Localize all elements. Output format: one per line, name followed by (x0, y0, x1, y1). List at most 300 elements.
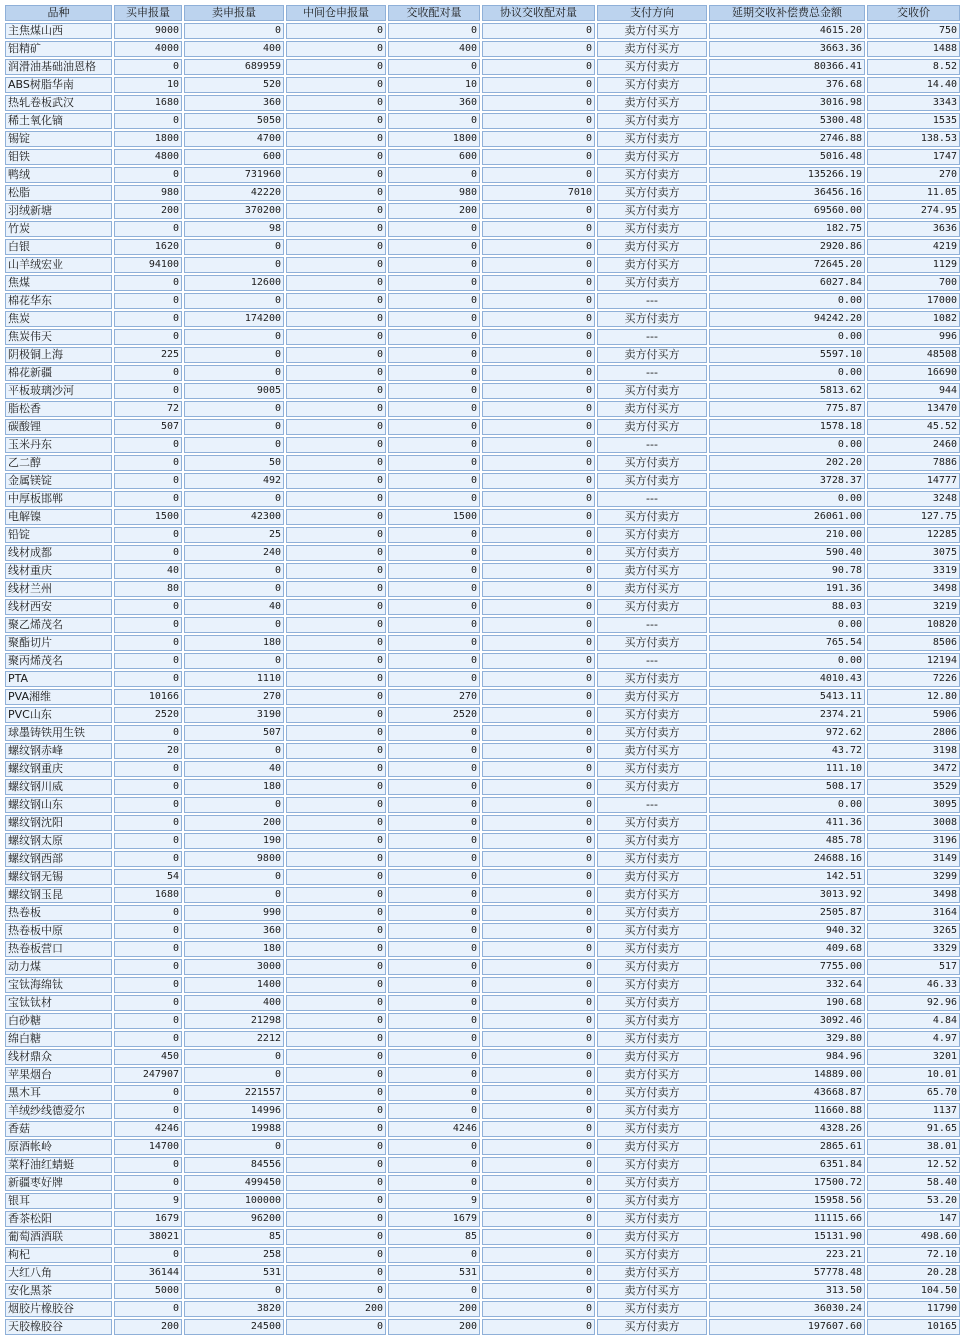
cell-compensation-total: 14889.00 (709, 1067, 865, 1083)
cell-buy-declared: 54 (114, 869, 182, 885)
cell-buy-declared: 1680 (114, 887, 182, 903)
cell-compensation-total: 332.64 (709, 977, 865, 993)
cell-sell-declared: 190 (184, 833, 284, 849)
cell-buy-declared: 9000 (114, 23, 182, 39)
cell-variety: 羽绒新塘 (5, 203, 112, 219)
cell-compensation-total: 43668.87 (709, 1085, 865, 1101)
cell-variety: 金属镁锭 (5, 473, 112, 489)
cell-sell-declared: 0 (184, 581, 284, 597)
cell-compensation-total: 24688.16 (709, 851, 865, 867)
cell-compensation-total: 411.36 (709, 815, 865, 831)
cell-agreement-matched-qty: 0 (482, 401, 595, 417)
cell-variety: 聚乙烯茂名 (5, 617, 112, 633)
cell-compensation-total: 376.68 (709, 77, 865, 93)
cell-agreement-matched-qty: 0 (482, 1121, 595, 1137)
table-row (5, 59, 960, 75)
cell-payment-direction: 买方付卖方 (597, 383, 707, 399)
cell-matched-qty: 0 (388, 491, 480, 507)
cell-agreement-matched-qty: 0 (482, 1229, 595, 1245)
cell-variety: 螺纹钢赤峰 (5, 743, 112, 759)
cell-intermediate-declared: 0 (286, 851, 386, 867)
cell-matched-qty: 0 (388, 1103, 480, 1119)
cell-variety: 平板玻璃沙河 (5, 383, 112, 399)
cell-agreement-matched-qty: 0 (482, 1175, 595, 1191)
cell-sell-declared: 0 (184, 869, 284, 885)
cell-buy-declared: 0 (114, 113, 182, 129)
cell-intermediate-declared: 0 (286, 491, 386, 507)
cell-buy-declared: 1680 (114, 95, 182, 111)
cell-matched-qty: 0 (388, 1013, 480, 1029)
cell-payment-direction: 卖方付买方 (597, 887, 707, 903)
cell-matched-qty: 200 (388, 203, 480, 219)
cell-delivery-price: 3319 (867, 563, 960, 579)
cell-payment-direction: 买方付卖方 (597, 977, 707, 993)
cell-compensation-total: 43.72 (709, 743, 865, 759)
cell-matched-qty: 0 (388, 383, 480, 399)
cell-matched-qty: 980 (388, 185, 480, 201)
cell-buy-declared: 0 (114, 545, 182, 561)
cell-delivery-price: 1747 (867, 149, 960, 165)
cell-buy-declared: 0 (114, 1301, 182, 1317)
cell-agreement-matched-qty: 0 (482, 1265, 595, 1281)
cell-sell-declared: 174200 (184, 311, 284, 327)
cell-agreement-matched-qty: 0 (482, 581, 595, 597)
cell-matched-qty: 0 (388, 635, 480, 651)
cell-sell-declared: 14996 (184, 1103, 284, 1119)
cell-sell-declared: 0 (184, 293, 284, 309)
cell-sell-declared: 0 (184, 887, 284, 903)
cell-variety: 电解镍 (5, 509, 112, 525)
cell-sell-declared: 40 (184, 761, 284, 777)
cell-payment-direction: 买方付卖方 (597, 1211, 707, 1227)
table-row (5, 995, 960, 1011)
cell-agreement-matched-qty: 0 (482, 293, 595, 309)
header-intermediate-declared: 中间仓申报量 (286, 5, 386, 21)
table-row (5, 509, 960, 525)
cell-delivery-price: 91.65 (867, 1121, 960, 1137)
cell-delivery-price: 14.40 (867, 77, 960, 93)
cell-delivery-price: 4219 (867, 239, 960, 255)
cell-compensation-total: 94242.20 (709, 311, 865, 327)
cell-payment-direction: 买方付卖方 (597, 1193, 707, 1209)
cell-matched-qty: 0 (388, 239, 480, 255)
table-row (5, 347, 960, 363)
table-row (5, 473, 960, 489)
cell-matched-qty: 0 (388, 347, 480, 363)
cell-intermediate-declared: 0 (286, 221, 386, 237)
cell-variety: 菜籽油红蜻蜓 (5, 1157, 112, 1173)
cell-variety: 线材重庆 (5, 563, 112, 579)
cell-payment-direction: 买方付卖方 (597, 77, 707, 93)
cell-buy-declared: 0 (114, 653, 182, 669)
cell-buy-declared: 0 (114, 761, 182, 777)
cell-delivery-price: 12194 (867, 653, 960, 669)
cell-agreement-matched-qty: 0 (482, 59, 595, 75)
table-row (5, 1229, 960, 1245)
cell-sell-declared: 258 (184, 1247, 284, 1263)
cell-agreement-matched-qty: 7010 (482, 185, 595, 201)
cell-buy-declared: 0 (114, 959, 182, 975)
cell-delivery-price: 12.52 (867, 1157, 960, 1173)
cell-delivery-price: 147 (867, 1211, 960, 1227)
cell-variety: 铅锭 (5, 527, 112, 543)
cell-buy-declared: 0 (114, 1175, 182, 1191)
table-row (5, 635, 960, 651)
cell-intermediate-declared: 0 (286, 869, 386, 885)
cell-agreement-matched-qty: 0 (482, 1157, 595, 1173)
cell-sell-declared: 21298 (184, 1013, 284, 1029)
cell-intermediate-declared: 0 (286, 1175, 386, 1191)
cell-variety: 黑木耳 (5, 1085, 112, 1101)
cell-intermediate-declared: 0 (286, 815, 386, 831)
cell-matched-qty: 0 (388, 815, 480, 831)
cell-sell-declared: 0 (184, 329, 284, 345)
cell-delivery-price: 16690 (867, 365, 960, 381)
cell-delivery-price: 38.01 (867, 1139, 960, 1155)
cell-compensation-total: 7755.00 (709, 959, 865, 975)
cell-intermediate-declared: 0 (286, 275, 386, 291)
cell-delivery-price: 92.96 (867, 995, 960, 1011)
cell-intermediate-declared: 0 (286, 833, 386, 849)
cell-agreement-matched-qty: 0 (482, 437, 595, 453)
table-row (5, 743, 960, 759)
table-row (5, 1193, 960, 1209)
cell-payment-direction: 买方付卖方 (597, 1031, 707, 1047)
table-row (5, 1121, 960, 1137)
cell-sell-declared: 0 (184, 23, 284, 39)
cell-agreement-matched-qty: 0 (482, 167, 595, 183)
cell-variety: 螺纹钢川威 (5, 779, 112, 795)
cell-buy-declared: 0 (114, 1247, 182, 1263)
cell-delivery-price: 46.33 (867, 977, 960, 993)
cell-sell-declared: 0 (184, 491, 284, 507)
cell-delivery-price: 996 (867, 329, 960, 345)
cell-compensation-total: 210.00 (709, 527, 865, 543)
cell-agreement-matched-qty: 0 (482, 239, 595, 255)
cell-variety: PVA湘维 (5, 689, 112, 705)
cell-buy-declared: 0 (114, 1013, 182, 1029)
cell-payment-direction: 买方付卖方 (597, 905, 707, 921)
cell-delivery-price: 3149 (867, 851, 960, 867)
cell-variety: 焦炭 (5, 311, 112, 327)
cell-matched-qty: 4246 (388, 1121, 480, 1137)
cell-agreement-matched-qty: 0 (482, 365, 595, 381)
cell-intermediate-declared: 0 (286, 419, 386, 435)
cell-delivery-price: 3529 (867, 779, 960, 795)
cell-matched-qty: 0 (388, 941, 480, 957)
cell-delivery-price: 12285 (867, 527, 960, 543)
cell-matched-qty: 0 (388, 455, 480, 471)
cell-intermediate-declared: 0 (286, 959, 386, 975)
cell-delivery-price: 65.70 (867, 1085, 960, 1101)
cell-payment-direction: 卖方付买方 (597, 419, 707, 435)
cell-agreement-matched-qty: 0 (482, 149, 595, 165)
cell-buy-declared: 0 (114, 599, 182, 615)
cell-payment-direction: 买方付卖方 (597, 761, 707, 777)
cell-intermediate-declared: 0 (286, 653, 386, 669)
cell-delivery-price: 700 (867, 275, 960, 291)
cell-payment-direction: 买方付卖方 (597, 1085, 707, 1101)
cell-variety: 聚丙烯茂名 (5, 653, 112, 669)
table-body (5, 23, 960, 1335)
cell-payment-direction: 买方付卖方 (597, 131, 707, 147)
cell-delivery-price: 3095 (867, 797, 960, 813)
cell-variety: 葡萄酒酒联 (5, 1229, 112, 1245)
cell-delivery-price: 8506 (867, 635, 960, 651)
cell-buy-declared: 40 (114, 563, 182, 579)
cell-matched-qty: 0 (388, 995, 480, 1011)
cell-sell-declared: 990 (184, 905, 284, 921)
cell-buy-declared: 94100 (114, 257, 182, 273)
cell-matched-qty: 1679 (388, 1211, 480, 1227)
cell-delivery-price: 14777 (867, 473, 960, 489)
cell-variety: 绵白糖 (5, 1031, 112, 1047)
cell-variety: 天胶橡胶谷 (5, 1319, 112, 1335)
cell-compensation-total: 775.87 (709, 401, 865, 417)
cell-delivery-price: 10820 (867, 617, 960, 633)
cell-sell-declared: 180 (184, 941, 284, 957)
table-row (5, 113, 960, 129)
cell-variety: 阴极铜上海 (5, 347, 112, 363)
cell-buy-declared: 0 (114, 365, 182, 381)
cell-buy-declared: 5000 (114, 1283, 182, 1299)
cell-matched-qty: 85 (388, 1229, 480, 1245)
table-row (5, 1031, 960, 1047)
table-row (5, 815, 960, 831)
cell-matched-qty: 0 (388, 527, 480, 543)
cell-intermediate-declared: 0 (286, 617, 386, 633)
table-row (5, 671, 960, 687)
cell-compensation-total: 0.00 (709, 797, 865, 813)
table-row (5, 455, 960, 471)
cell-buy-declared: 0 (114, 527, 182, 543)
cell-intermediate-declared: 0 (286, 383, 386, 399)
cell-variety: 香茶松阳 (5, 1211, 112, 1227)
cell-delivery-price: 104.50 (867, 1283, 960, 1299)
cell-agreement-matched-qty: 0 (482, 1067, 595, 1083)
cell-compensation-total: 36030.24 (709, 1301, 865, 1317)
cell-payment-direction: 买方付卖方 (597, 995, 707, 1011)
cell-delivery-price: 10165 (867, 1319, 960, 1335)
cell-variety: PTA (5, 671, 112, 687)
cell-buy-declared: 0 (114, 905, 182, 921)
cell-variety: 大红八角 (5, 1265, 112, 1281)
cell-matched-qty: 0 (388, 761, 480, 777)
table-row (5, 599, 960, 615)
cell-agreement-matched-qty: 0 (482, 509, 595, 525)
cell-compensation-total: 142.51 (709, 869, 865, 885)
cell-matched-qty: 0 (388, 257, 480, 273)
cell-intermediate-declared: 0 (286, 1013, 386, 1029)
cell-compensation-total: 3016.98 (709, 95, 865, 111)
cell-sell-declared: 731960 (184, 167, 284, 183)
table-row (5, 689, 960, 705)
cell-compensation-total: 111.10 (709, 761, 865, 777)
cell-agreement-matched-qty: 0 (482, 959, 595, 975)
cell-sell-declared: 0 (184, 419, 284, 435)
cell-sell-declared: 689959 (184, 59, 284, 75)
cell-payment-direction: 买方付卖方 (597, 851, 707, 867)
cell-buy-declared: 1679 (114, 1211, 182, 1227)
cell-matched-qty: 0 (388, 797, 480, 813)
cell-agreement-matched-qty: 0 (482, 851, 595, 867)
cell-agreement-matched-qty: 0 (482, 635, 595, 651)
cell-payment-direction: --- (597, 653, 707, 669)
cell-buy-declared: 0 (114, 455, 182, 471)
cell-delivery-price: 270 (867, 167, 960, 183)
cell-compensation-total: 0.00 (709, 293, 865, 309)
table-row (5, 1049, 960, 1065)
cell-compensation-total: 0.00 (709, 617, 865, 633)
cell-matched-qty: 0 (388, 1049, 480, 1065)
cell-sell-declared: 4700 (184, 131, 284, 147)
cell-variety: 焦煤 (5, 275, 112, 291)
cell-agreement-matched-qty: 0 (482, 725, 595, 741)
cell-sell-declared: 0 (184, 239, 284, 255)
cell-matched-qty: 0 (388, 293, 480, 309)
cell-sell-declared: 240 (184, 545, 284, 561)
cell-delivery-price: 498.60 (867, 1229, 960, 1245)
cell-compensation-total: 2920.86 (709, 239, 865, 255)
cell-compensation-total: 202.20 (709, 455, 865, 471)
cell-sell-declared: 400 (184, 41, 284, 57)
table-row (5, 1301, 960, 1317)
cell-intermediate-declared: 0 (286, 311, 386, 327)
cell-buy-declared: 10166 (114, 689, 182, 705)
cell-payment-direction: 买方付卖方 (597, 1103, 707, 1119)
cell-buy-declared: 0 (114, 473, 182, 489)
table-row (5, 221, 960, 237)
cell-delivery-price: 1488 (867, 41, 960, 57)
cell-payment-direction: 买方付卖方 (597, 1121, 707, 1137)
cell-agreement-matched-qty: 0 (482, 761, 595, 777)
cell-agreement-matched-qty: 0 (482, 23, 595, 39)
cell-matched-qty: 0 (388, 401, 480, 417)
table-row (5, 1157, 960, 1173)
cell-delivery-price: 3164 (867, 905, 960, 921)
table-row (5, 725, 960, 741)
cell-agreement-matched-qty: 0 (482, 203, 595, 219)
cell-payment-direction: 买方付卖方 (597, 311, 707, 327)
cell-payment-direction: --- (597, 797, 707, 813)
cell-agreement-matched-qty: 0 (482, 1193, 595, 1209)
cell-variety: 润滑油基础油恩格 (5, 59, 112, 75)
cell-sell-declared: 84556 (184, 1157, 284, 1173)
cell-sell-declared: 2212 (184, 1031, 284, 1047)
cell-intermediate-declared: 0 (286, 167, 386, 183)
cell-matched-qty: 0 (388, 743, 480, 759)
cell-payment-direction: 卖方付买方 (597, 563, 707, 579)
cell-payment-direction: 买方付卖方 (597, 185, 707, 201)
cell-variety: 螺纹钢西部 (5, 851, 112, 867)
cell-buy-declared: 4800 (114, 149, 182, 165)
cell-sell-declared: 96200 (184, 1211, 284, 1227)
cell-payment-direction: 卖方付买方 (597, 581, 707, 597)
cell-compensation-total: 17500.72 (709, 1175, 865, 1191)
cell-sell-declared: 200 (184, 815, 284, 831)
cell-intermediate-declared: 0 (286, 1247, 386, 1263)
table-row (5, 365, 960, 381)
cell-intermediate-declared: 0 (286, 257, 386, 273)
cell-payment-direction: 买方付卖方 (597, 635, 707, 651)
cell-delivery-price: 17000 (867, 293, 960, 309)
cell-payment-direction: 买方付卖方 (597, 1013, 707, 1029)
cell-variety: 螺纹钢重庆 (5, 761, 112, 777)
cell-matched-qty: 0 (388, 581, 480, 597)
cell-payment-direction: 买方付卖方 (597, 1319, 707, 1335)
cell-agreement-matched-qty: 0 (482, 869, 595, 885)
cell-sell-declared: 98 (184, 221, 284, 237)
cell-intermediate-declared: 0 (286, 59, 386, 75)
cell-buy-declared: 200 (114, 1319, 182, 1335)
cell-matched-qty: 9 (388, 1193, 480, 1209)
cell-compensation-total: 26061.00 (709, 509, 865, 525)
cell-agreement-matched-qty: 0 (482, 329, 595, 345)
cell-agreement-matched-qty: 0 (482, 923, 595, 939)
cell-matched-qty: 0 (388, 23, 480, 39)
cell-agreement-matched-qty: 0 (482, 977, 595, 993)
cell-matched-qty: 0 (388, 617, 480, 633)
cell-agreement-matched-qty: 0 (482, 941, 595, 957)
cell-compensation-total: 15958.56 (709, 1193, 865, 1209)
cell-payment-direction: 买方付卖方 (597, 113, 707, 129)
table-row (5, 257, 960, 273)
cell-sell-declared: 0 (184, 437, 284, 453)
table-row (5, 167, 960, 183)
table-row (5, 131, 960, 147)
cell-sell-declared: 9800 (184, 851, 284, 867)
cell-payment-direction: 买方付卖方 (597, 959, 707, 975)
cell-matched-qty: 0 (388, 1283, 480, 1299)
cell-payment-direction: 卖方付买方 (597, 743, 707, 759)
cell-intermediate-declared: 0 (286, 23, 386, 39)
cell-matched-qty: 0 (388, 329, 480, 345)
cell-matched-qty: 0 (388, 725, 480, 741)
cell-compensation-total: 6351.84 (709, 1157, 865, 1173)
cell-intermediate-declared: 0 (286, 743, 386, 759)
cell-payment-direction: 买方付卖方 (597, 833, 707, 849)
cell-compensation-total: 36456.16 (709, 185, 865, 201)
cell-intermediate-declared: 0 (286, 239, 386, 255)
cell-agreement-matched-qty: 0 (482, 833, 595, 849)
cell-agreement-matched-qty: 0 (482, 491, 595, 507)
cell-delivery-price: 2806 (867, 725, 960, 741)
table-row (5, 707, 960, 723)
cell-variety: 乙二醇 (5, 455, 112, 471)
cell-delivery-price: 12.80 (867, 689, 960, 705)
cell-agreement-matched-qty: 0 (482, 1031, 595, 1047)
cell-sell-declared: 24500 (184, 1319, 284, 1335)
cell-compensation-total: 6027.84 (709, 275, 865, 291)
cell-delivery-price: 750 (867, 23, 960, 39)
cell-intermediate-declared: 0 (286, 1283, 386, 1299)
cell-compensation-total: 0.00 (709, 491, 865, 507)
cell-payment-direction: 买方付卖方 (597, 815, 707, 831)
cell-delivery-price: 10.01 (867, 1067, 960, 1083)
cell-sell-declared: 1110 (184, 671, 284, 687)
table-row (5, 1103, 960, 1119)
cell-intermediate-declared: 0 (286, 77, 386, 93)
cell-sell-declared: 507 (184, 725, 284, 741)
cell-compensation-total: 4010.43 (709, 671, 865, 687)
cell-payment-direction: 买方付卖方 (597, 1247, 707, 1263)
cell-compensation-total: 3092.46 (709, 1013, 865, 1029)
cell-intermediate-declared: 0 (286, 473, 386, 489)
header-matched-qty: 交收配对量 (388, 5, 480, 21)
cell-delivery-price: 3008 (867, 815, 960, 831)
cell-buy-declared: 0 (114, 275, 182, 291)
cell-matched-qty: 0 (388, 545, 480, 561)
